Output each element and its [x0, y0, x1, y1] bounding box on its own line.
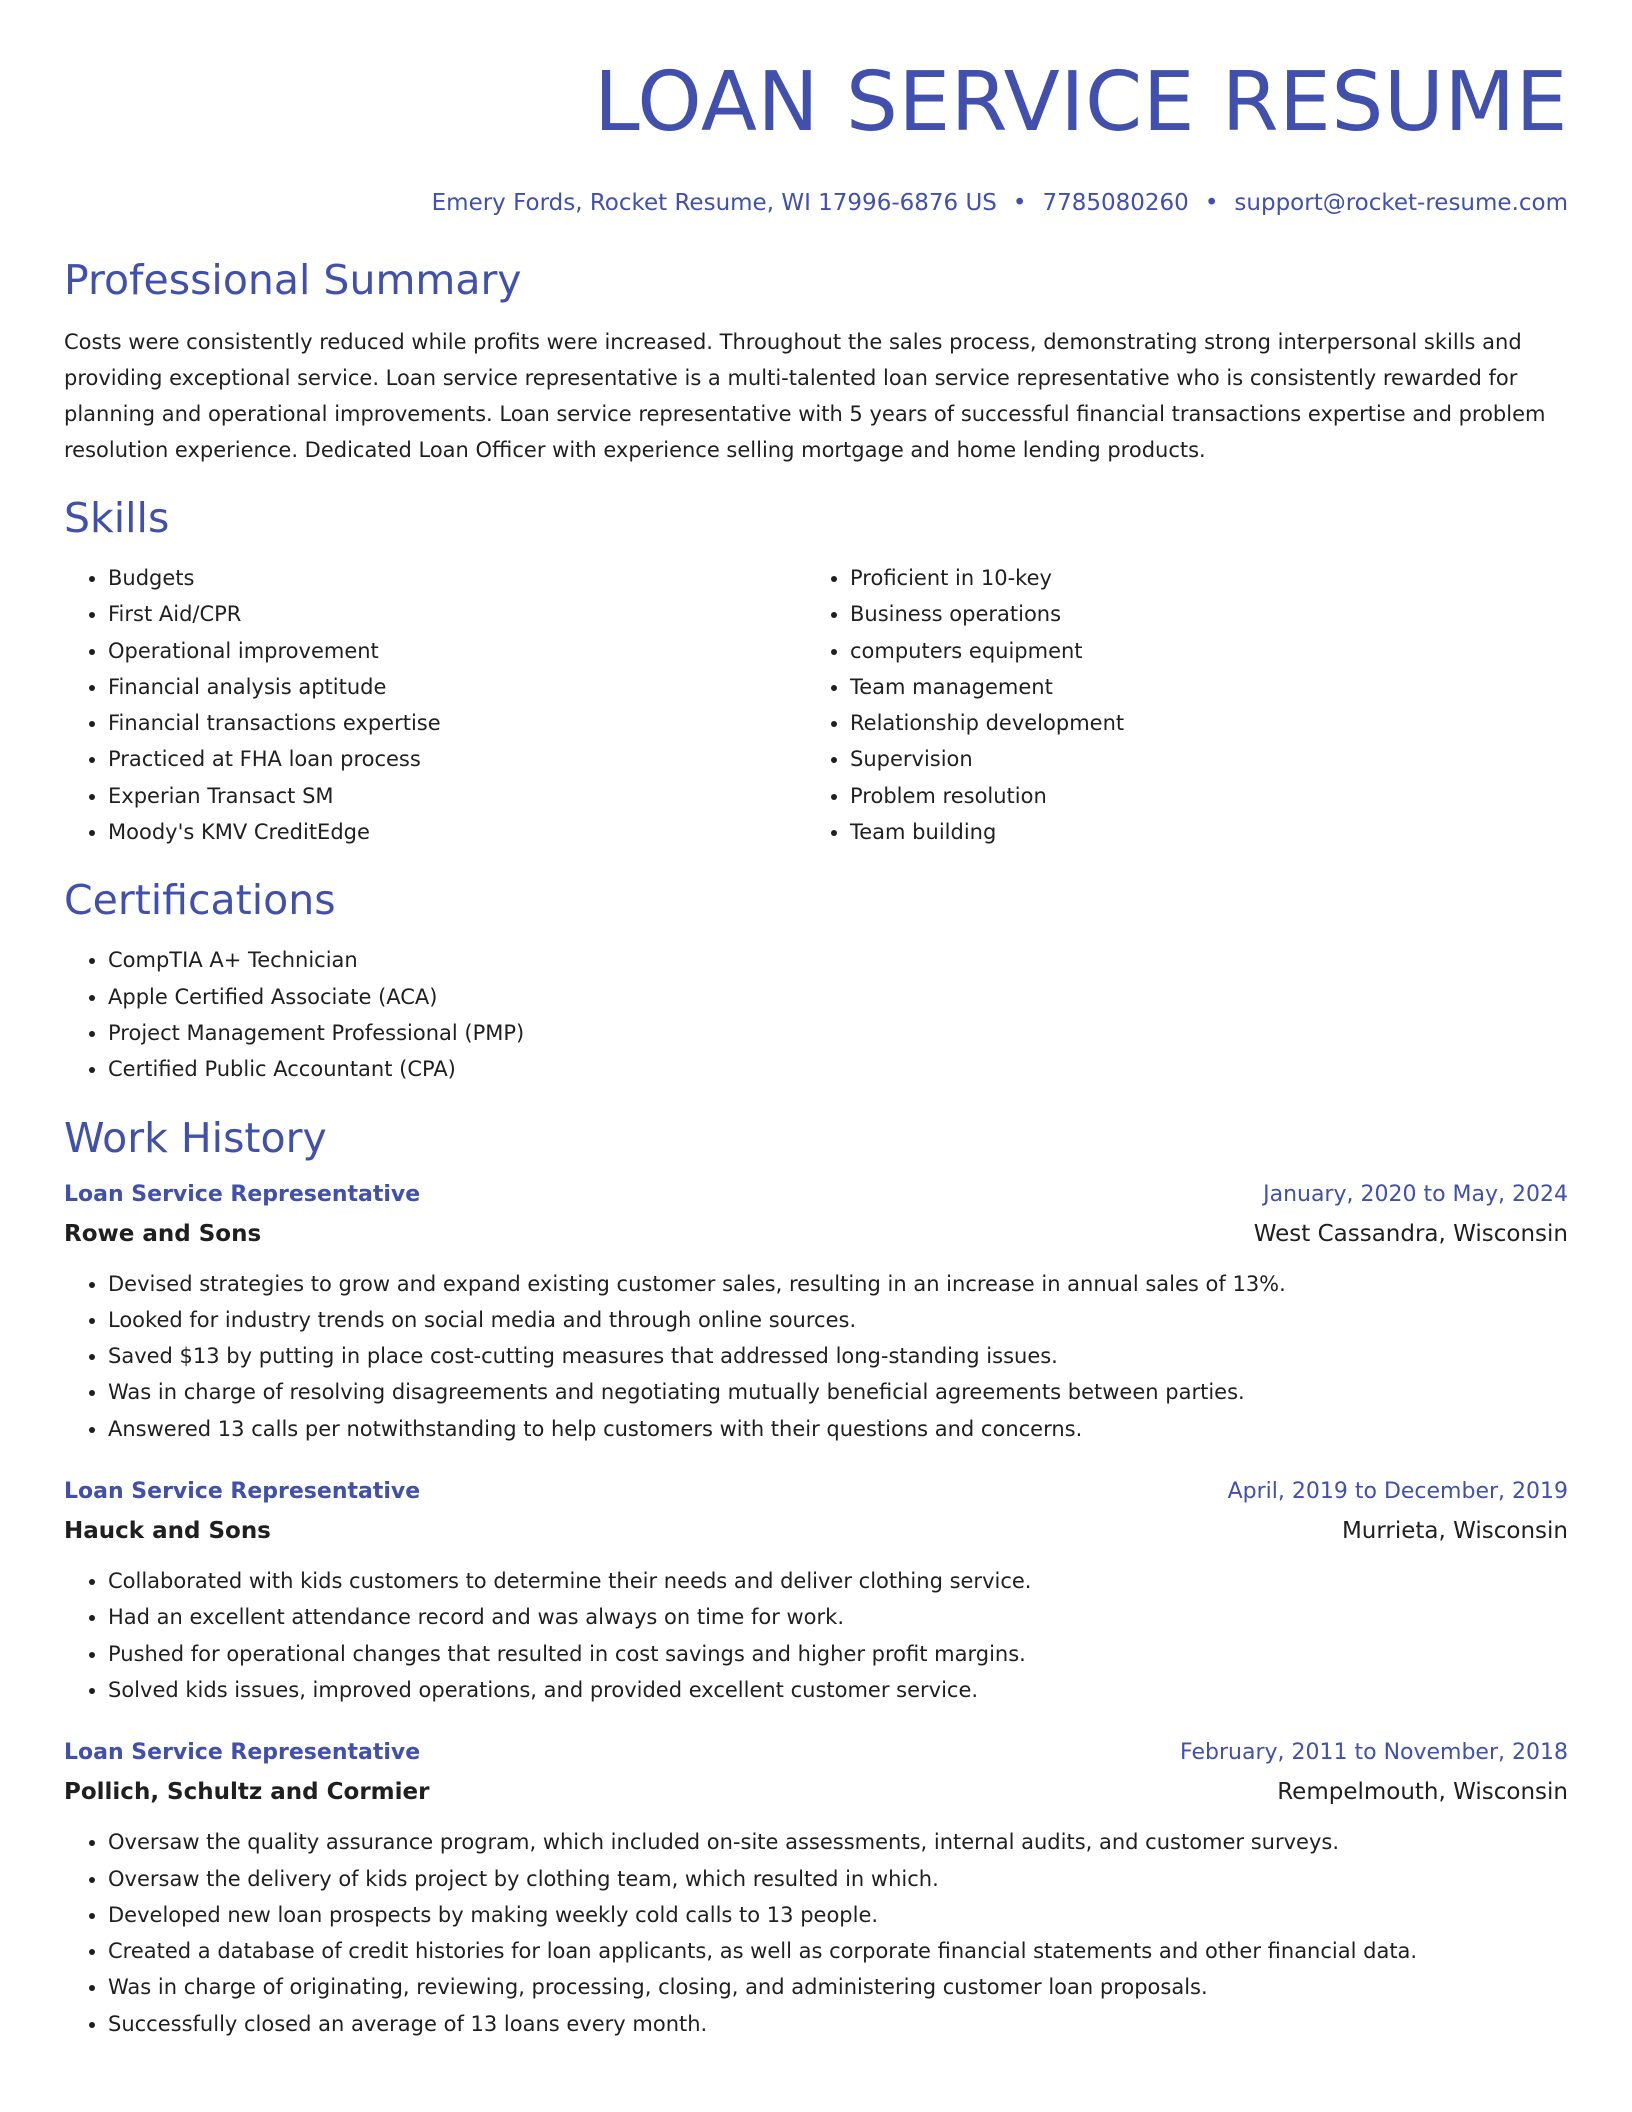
certifications-section	[64, 872, 1568, 1087]
job-company: Pollich, Schultz and Cormier	[64, 1779, 430, 1806]
job-header-row	[64, 1473, 1568, 1511]
list-item: • Experian Transact SM	[108, 778, 806, 814]
job-company-row	[64, 1214, 1568, 1254]
list-item: • First Aid/CPR	[108, 596, 806, 632]
list-item: • Team management	[850, 669, 1548, 705]
list-item: • Financial transactions expertise	[108, 705, 806, 741]
list-item: • Supervision	[850, 741, 1548, 777]
job-location: Rempelmouth, Wisconsin	[1277, 1779, 1568, 1806]
list-item: • Financial analysis aptitude	[108, 669, 806, 705]
job-dates: February, 2011 to November, 2018	[1180, 1740, 1568, 1766]
skills-left-column	[64, 560, 806, 850]
list-item: • Practiced at FHA loan process	[108, 741, 806, 777]
skills-list	[806, 560, 1548, 850]
list-item: • Budgets	[108, 560, 806, 596]
job-company-row	[64, 1772, 1568, 1812]
contact-address: Emery Fords, Rocket Resume, WI 17996-6876 US	[431, 190, 997, 216]
job-company-row	[64, 1511, 1568, 1551]
skills-section	[64, 490, 1568, 850]
list-item: • Relationship development	[850, 705, 1548, 741]
list-item: • Had an excellent attendance record and was always on time for work.	[108, 1599, 1568, 1635]
list-item: • Saved $13 by putting in place cost-cutting measures that addressed long-standing issues.	[108, 1338, 1568, 1374]
work-history-section	[64, 1110, 1568, 2042]
section-heading: Professional Summary	[64, 256, 522, 304]
list-item: • Answered 13 calls per notwithstanding to help customers with their questions and concerns.	[108, 1411, 1568, 1447]
list-item: • Oversaw the quality assurance program, which included on-site assessments, internal audits, and customer surveys.	[108, 1824, 1568, 1860]
list-item: • Proficient in 10-key	[850, 560, 1548, 596]
section-heading: Work History	[64, 1113, 327, 1162]
list-item: • Apple Certified Associate (ACA)	[108, 979, 1568, 1015]
job-title: Loan Service Representative	[64, 1740, 421, 1766]
list-item: • Oversaw the delivery of kids project by clothing team, which resulted in which.	[108, 1861, 1568, 1897]
list-item: • Moody's KMV CreditEdge	[108, 814, 806, 850]
contact-phone: 7785080260	[1042, 190, 1189, 216]
section-heading: Skills	[64, 494, 170, 542]
list-item: • CompTIA A+ Technician	[108, 942, 1568, 978]
section-heading: Certifications	[64, 876, 336, 925]
skills-right-column	[806, 560, 1548, 850]
job-entry	[64, 1176, 1568, 1447]
contact-separator: •	[1012, 190, 1027, 216]
job-company: Hauck and Sons	[64, 1518, 271, 1545]
list-item: • Project Management Professional (PMP)	[108, 1015, 1568, 1051]
job-title: Loan Service Representative	[64, 1479, 421, 1505]
job-location: West Cassandra, Wisconsin	[1253, 1220, 1568, 1247]
list-item: • Team building	[850, 814, 1548, 850]
list-item: • Was in charge of resolving disagreements and negotiating mutually beneficial agreements between parties.	[108, 1374, 1568, 1410]
job-entry	[64, 1473, 1568, 1708]
summary-text: Costs were consistently reduced while profits were increased. Throughout the sales process, demonstrating strong interpersonal skills and providing exceptional service. Loan service representative is a multi-talented loan service representative who is consistently rewarded for planning and operational improvements. Loan service representative with 5 years of successful financial transactions expertise and problem resolution experience. Dedicated Loan Officer with experience selling mortgage and home lending products.	[64, 330, 1546, 462]
list-item: • Successfully closed an average of 13 loans every month.	[108, 2006, 1568, 2042]
list-item: • Developed new loan prospects by making weekly cold calls to 13 people.	[108, 1897, 1568, 1933]
contact-line	[64, 186, 1568, 220]
list-item: • Certified Public Accountant (CPA)	[108, 1051, 1568, 1087]
summary-section	[64, 252, 1568, 468]
job-entry	[64, 1734, 1568, 2042]
list-item: • Business operations	[850, 596, 1548, 632]
list-item: • Problem resolution	[850, 778, 1548, 814]
certifications-list	[64, 942, 1568, 1087]
list-item: • Collaborated with kids customers to determine their needs and deliver clothing service.	[108, 1563, 1568, 1599]
job-location: Murrieta, Wisconsin	[1341, 1518, 1568, 1545]
skills-columns	[64, 560, 1568, 850]
list-item: • Was in charge of originating, reviewing, processing, closing, and administering customer loan proposals.	[108, 1969, 1568, 2005]
job-bullets	[64, 1824, 1568, 2042]
contact-email[interactable]: support@rocket-resume.com	[1234, 190, 1568, 216]
job-header-row	[64, 1734, 1568, 1772]
job-bullets	[64, 1563, 1568, 1708]
list-item: • Created a database of credit histories for loan applicants, as well as corporate financial statements and other financial data.	[108, 1933, 1568, 1969]
resume-title: LOAN SERVICE RESUME	[593, 55, 1568, 150]
job-dates: April, 2019 to December, 2019	[1227, 1479, 1568, 1505]
job-header-row	[64, 1176, 1568, 1214]
list-item: • Operational improvement	[108, 633, 806, 669]
list-item: • Devised strategies to grow and expand existing customer sales, resulting in an increase in annual sales of 13%.	[108, 1266, 1568, 1302]
list-item: • computers equipment	[850, 633, 1548, 669]
job-company: Rowe and Sons	[64, 1220, 262, 1247]
skills-list	[64, 560, 806, 850]
job-bullets	[64, 1266, 1568, 1447]
list-item: • Solved kids issues, improved operations, and provided excellent customer service.	[108, 1672, 1568, 1708]
job-title: Loan Service Representative	[64, 1181, 421, 1207]
jobs-container	[64, 1176, 1568, 2042]
list-item: • Pushed for operational changes that resulted in cost savings and higher profit margins.	[108, 1636, 1568, 1672]
contact-separator: •	[1204, 190, 1219, 216]
list-item: • Looked for industry trends on social media and through online sources.	[108, 1302, 1568, 1338]
job-dates: January, 2020 to May, 2024	[1263, 1181, 1568, 1207]
resume-page	[64, 48, 1568, 2042]
